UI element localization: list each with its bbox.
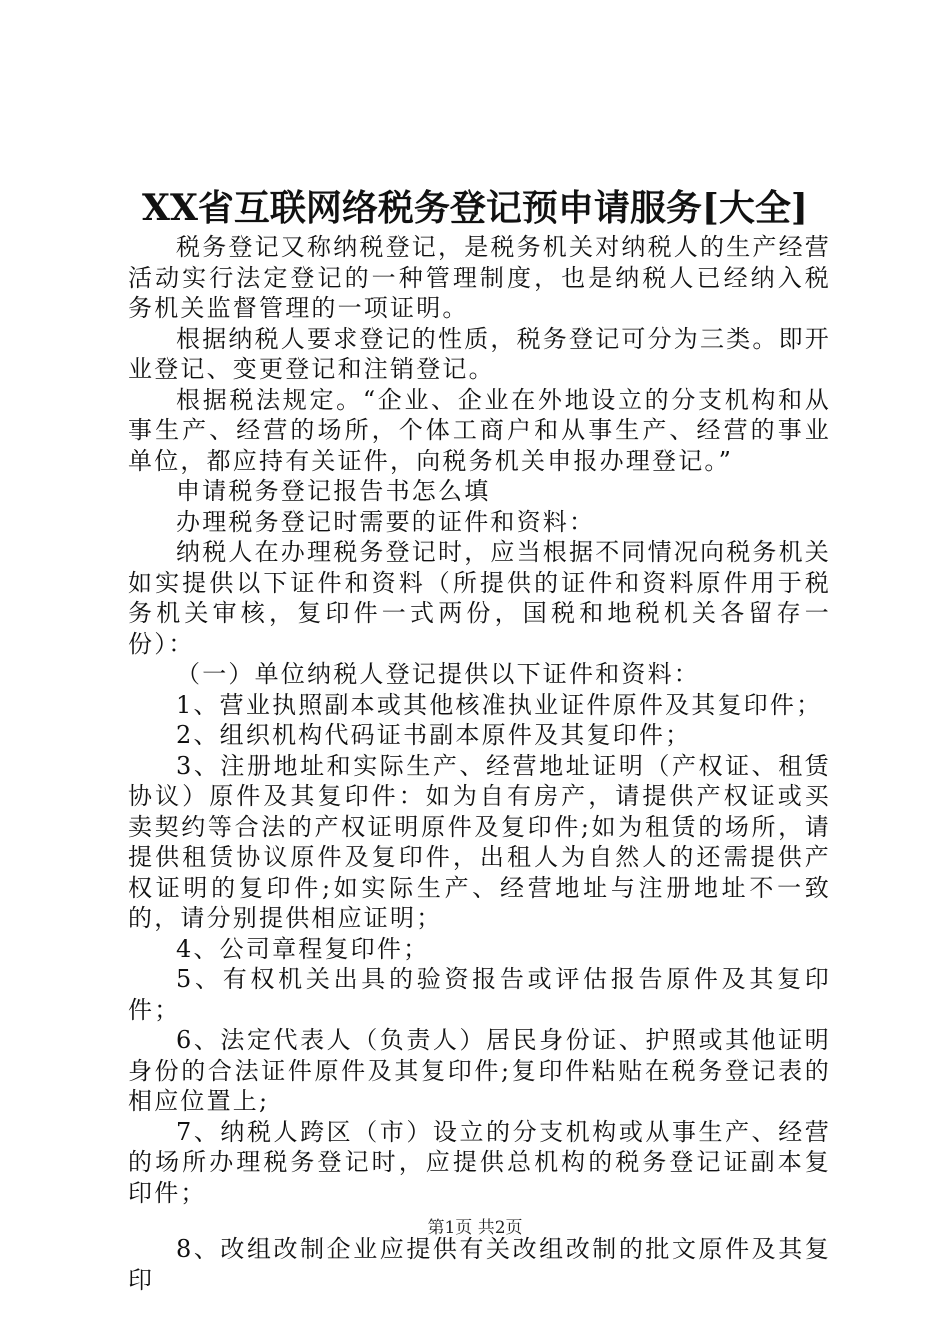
paragraph-report-heading: 申请税务登记报告书怎么填 (176, 477, 491, 505)
paragraph-categories: 根据纳税人要求登记的性质，税务登记可分为三类。即开业登记、变更登记和注销登记。 (128, 324, 831, 383)
section-heading-unit-taxpayer: （一）单位纳税人登记提供以下证件和资料： (176, 660, 700, 688)
document-title: XX省互联网络税务登记预申请服务[大全] (142, 187, 808, 229)
list-item-3: 3、注册地址和实际生产、经营地址证明（产权证、租赁协议）原件及其复印件：如为自有房产，请提供产权证或买卖契约等合法的产权证明原件及复印件;如为租赁的场所，请提供租赁协议原件及复印件，出租人为自然人的还需提供产权证明的复印件;如实际生产、经营地址与注册地址不一致的，请分别提供相应证明； (128, 751, 831, 932)
list-item-1: 1、营业执照副本或其他核准执业证件原件及其复印件； (176, 690, 823, 719)
paragraph-documents-heading: 办理税务登记时需要的证件和资料： (176, 507, 596, 536)
list-item-2: 2、组织机构代码证书副本原件及其复印件； (176, 721, 692, 749)
list-item-6: 6、法定代表人（负责人）居民身份证、护照或其他证明身份的合法证件原件及其复印件;复印件粘贴在税务登记表的相应位置上; (128, 1026, 831, 1115)
list-item-7: 7、纳税人跨区（市）设立的分支机构或从事生产、经营的场所办理税务登记时，应提供总机构的税务登记证副本复印件； (128, 1117, 831, 1207)
list-item-8: 8、改组改制企业应提供有关改组改制的批文原件及其复印 (128, 1235, 831, 1294)
paragraph-definition: 税务登记又称纳税登记，是税务机关对纳税人的生产经营活动实行法定登记的一种管理制度，也是纳税人已经纳入税务机关监督管理的一项证明。 (128, 233, 831, 322)
list-item-4: 4、公司章程复印件； (176, 934, 430, 963)
document-body (128, 232, 831, 1295)
paragraph-requirements-intro: 纳税人在办理税务登记时，应当根据不同情况向税务机关如实提供以下证件和资料（所提供的证件和资料原件用于税务机关审核，复印件一式两份，国税和地税机关各留存一份）： (128, 538, 831, 658)
paragraph-legal-provision: 根据税法规定。“企业、企业在外地设立的分支机构和从事生产、经营的场所，个体工商户和从事生产、经营的事业单位，都应持有关证件，向税务机关申报办理登记。” (128, 385, 831, 475)
page-number-footer: 第1页 共2页 (427, 1218, 523, 1238)
list-item-5: 5、有权机关出具的验资报告或评估报告原件及其复印件； (128, 965, 831, 1024)
